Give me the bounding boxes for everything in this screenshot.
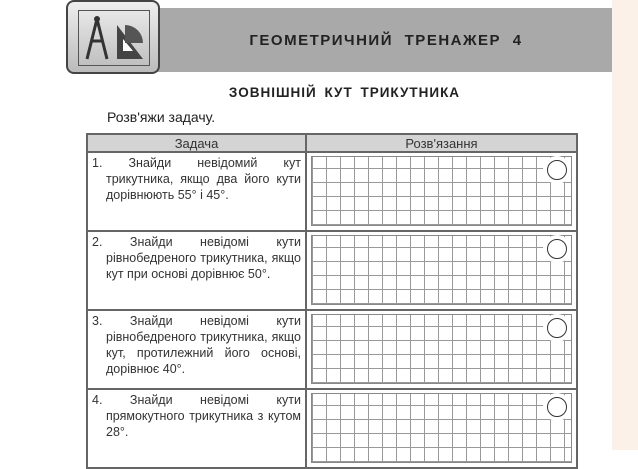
solution-grid[interactable] <box>311 235 572 305</box>
table-row <box>87 231 577 310</box>
header-solution: Розв'язання <box>306 134 577 152</box>
table-row <box>87 389 577 468</box>
score-circle <box>547 160 567 180</box>
score-circle <box>547 239 567 259</box>
compass-triangle-icon <box>78 10 150 66</box>
score-circle <box>547 318 567 338</box>
task-text: 2. Знайди невідомі кути рівнобедреного трикутника, якщо кут при основі дорівнює 50°. <box>92 235 301 281</box>
table-row <box>87 310 577 389</box>
solution-grid[interactable] <box>311 156 572 226</box>
section-title: ЗОВНІШНІЙ КУТ ТРИКУТНИКА <box>228 85 461 100</box>
task-text: 4. Знайди невідомі кути прямокутного трикутника з кутом 28°. <box>92 393 301 439</box>
header-task: Задача <box>87 134 306 152</box>
solution-grid[interactable] <box>311 393 572 463</box>
table-row <box>87 152 577 231</box>
logo <box>66 0 160 74</box>
solution-grid[interactable] <box>311 314 572 384</box>
task-text: 3. Знайди невідомі кути рівнобедреного трикутника, якщо кут, протилежний його основі, дорівнює 40°. <box>92 314 301 376</box>
score-circle <box>547 397 567 417</box>
task-table <box>86 133 578 469</box>
page-edge <box>612 0 638 450</box>
page-title: ГЕОМЕТРИЧНИЙ ТРЕНАЖЕР 4 <box>249 32 523 49</box>
instruction: Розв'яжи задачу. <box>107 109 216 125</box>
task-text: 1. Знайди невідомий кут трикутника, якщо два його кути дорівнюють 55° і 45°. <box>92 156 301 202</box>
